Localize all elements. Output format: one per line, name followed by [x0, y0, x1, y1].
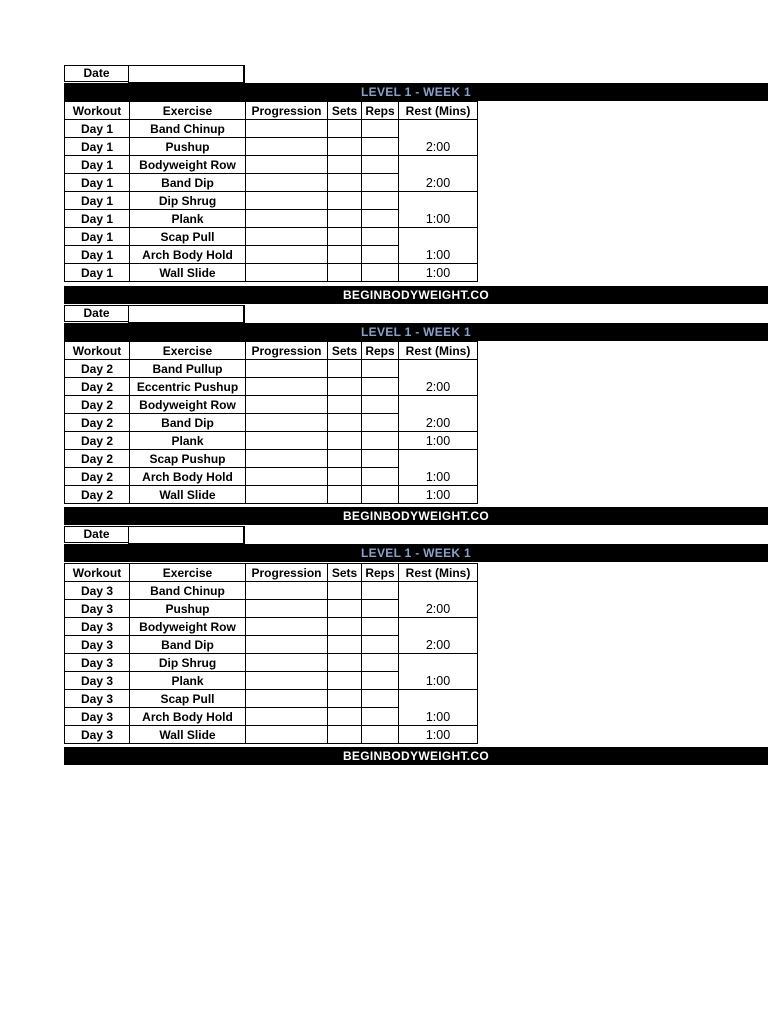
exercise-cell: Bodyweight Row — [130, 156, 246, 174]
reps-cell[interactable] — [362, 636, 399, 654]
workout-cell: Day 2 — [65, 486, 130, 504]
exercise-cell: Bodyweight Row — [130, 396, 246, 414]
table-row — [65, 120, 478, 138]
workout-cell: Day 1 — [65, 246, 130, 264]
reps-cell[interactable] — [362, 690, 399, 708]
exercise-cell: Wall Slide — [130, 726, 246, 744]
sets-cell[interactable] — [328, 654, 362, 672]
rest-cell: 2:00 — [399, 396, 478, 432]
date-label: Date — [64, 65, 129, 82]
date-input-cell[interactable] — [128, 65, 245, 84]
date-input-cell[interactable] — [128, 305, 245, 324]
exercise-cell: Dip Shrug — [130, 654, 246, 672]
reps-cell[interactable] — [362, 210, 399, 228]
exercise-cell: Arch Body Hold — [130, 708, 246, 726]
workout-cell: Day 2 — [65, 378, 130, 396]
progression-cell[interactable] — [246, 654, 328, 672]
table-row — [65, 618, 478, 636]
level-banner — [64, 544, 768, 562]
rest-cell: 1:00 — [399, 690, 478, 726]
progression-cell[interactable] — [246, 120, 328, 138]
exercise-cell: Scap Pull — [130, 228, 246, 246]
exercise-cell: Plank — [130, 672, 246, 690]
reps-cell[interactable] — [362, 414, 399, 432]
level-banner — [64, 83, 768, 101]
reps-cell[interactable] — [362, 600, 399, 618]
sets-cell[interactable] — [328, 396, 362, 414]
rest-cell: 2:00 — [399, 120, 478, 156]
header-rest: Rest (Mins) — [399, 102, 478, 120]
table-row — [65, 228, 478, 246]
reps-cell[interactable] — [362, 486, 399, 504]
sets-cell[interactable] — [328, 414, 362, 432]
progression-cell[interactable] — [246, 486, 328, 504]
progression-cell[interactable] — [246, 450, 328, 468]
workout-cell: Day 1 — [65, 138, 130, 156]
sets-cell[interactable] — [328, 690, 362, 708]
footer-brand: BEGINBODYWEIGHT.CO — [342, 288, 490, 302]
progression-cell[interactable] — [246, 210, 328, 228]
sets-cell[interactable] — [328, 120, 362, 138]
workout-cell: Day 1 — [65, 174, 130, 192]
exercise-cell: Bodyweight Row — [130, 618, 246, 636]
sets-cell[interactable] — [328, 450, 362, 468]
workout-cell: Day 1 — [65, 192, 130, 210]
exercise-cell: Wall Slide — [130, 486, 246, 504]
progression-cell[interactable] — [246, 468, 328, 486]
workout-cell: Day 2 — [65, 450, 130, 468]
sets-cell[interactable] — [328, 192, 362, 210]
reps-cell[interactable] — [362, 378, 399, 396]
sets-cell[interactable] — [328, 360, 362, 378]
progression-cell[interactable] — [246, 360, 328, 378]
sets-cell[interactable] — [328, 156, 362, 174]
reps-cell[interactable] — [362, 708, 399, 726]
workout-cell: Day 3 — [65, 672, 130, 690]
rest-cell: 2:00 — [399, 360, 478, 396]
footer-banner — [64, 507, 768, 525]
workout-cell: Day 2 — [65, 360, 130, 378]
rest-cell: 1:00 — [399, 654, 478, 690]
workout-cell: Day 3 — [65, 636, 130, 654]
exercise-cell: Band Chinup — [130, 120, 246, 138]
workout-cell: Day 3 — [65, 582, 130, 600]
workout-cell: Day 2 — [65, 432, 130, 450]
reps-cell[interactable] — [362, 618, 399, 636]
table-row — [65, 450, 478, 468]
sets-cell[interactable] — [328, 228, 362, 246]
sets-cell[interactable] — [328, 726, 362, 744]
reps-cell[interactable] — [362, 468, 399, 486]
workout-table-day-1 — [64, 101, 478, 282]
progression-cell[interactable] — [246, 396, 328, 414]
workout-cell: Day 2 — [65, 414, 130, 432]
table-row — [65, 690, 478, 708]
progression-cell[interactable] — [246, 156, 328, 174]
table-row — [65, 654, 478, 672]
reps-cell[interactable] — [362, 174, 399, 192]
progression-cell[interactable] — [246, 690, 328, 708]
table-row — [65, 486, 478, 504]
sets-cell[interactable] — [328, 432, 362, 450]
table-row — [65, 360, 478, 378]
workout-cell: Day 3 — [65, 690, 130, 708]
progression-cell[interactable] — [246, 636, 328, 654]
exercise-cell: Arch Body Hold — [130, 246, 246, 264]
reps-cell[interactable] — [362, 228, 399, 246]
progression-cell[interactable] — [246, 618, 328, 636]
header-reps: Reps — [362, 564, 399, 582]
progression-cell[interactable] — [246, 414, 328, 432]
progression-cell[interactable] — [246, 378, 328, 396]
sets-cell[interactable] — [328, 246, 362, 264]
table-header-row — [65, 342, 478, 360]
header-sets: Sets — [328, 342, 362, 360]
header-rest: Rest (Mins) — [399, 564, 478, 582]
level-banner — [64, 323, 768, 341]
workout-cell: Day 1 — [65, 210, 130, 228]
rest-cell: 1:00 — [399, 726, 478, 744]
workout-cell: Day 2 — [65, 396, 130, 414]
progression-cell[interactable] — [246, 726, 328, 744]
rest-cell: 2:00 — [399, 618, 478, 654]
sets-cell[interactable] — [328, 210, 362, 228]
workout-cell: Day 3 — [65, 654, 130, 672]
rest-cell: 1:00 — [399, 264, 478, 282]
progression-cell[interactable] — [246, 174, 328, 192]
sets-cell[interactable] — [328, 486, 362, 504]
workout-cell: Day 1 — [65, 264, 130, 282]
rest-cell: 1:00 — [399, 486, 478, 504]
date-label: Date — [64, 526, 129, 543]
rest-cell: 2:00 — [399, 156, 478, 192]
table-row — [65, 582, 478, 600]
workout-table-day-3 — [64, 563, 478, 744]
header-progression: Progression — [246, 102, 328, 120]
sets-cell[interactable] — [328, 636, 362, 654]
reps-cell[interactable] — [362, 396, 399, 414]
level-title: LEVEL 1 - WEEK 1 — [361, 85, 471, 99]
reps-cell[interactable] — [362, 582, 399, 600]
exercise-cell: Band Pullup — [130, 360, 246, 378]
footer-brand: BEGINBODYWEIGHT.CO — [342, 509, 490, 523]
sets-cell[interactable] — [328, 468, 362, 486]
footer-brand: BEGINBODYWEIGHT.CO — [342, 749, 490, 763]
reps-cell[interactable] — [362, 246, 399, 264]
header-rest: Rest (Mins) — [399, 342, 478, 360]
rest-cell: 1:00 — [399, 228, 478, 264]
sets-cell[interactable] — [328, 708, 362, 726]
exercise-cell: Dip Shrug — [130, 192, 246, 210]
header-exercise: Exercise — [130, 102, 246, 120]
workout-cell: Day 3 — [65, 708, 130, 726]
exercise-cell: Wall Slide — [130, 264, 246, 282]
table-header-row — [65, 102, 478, 120]
date-label: Date — [64, 305, 129, 322]
header-progression: Progression — [246, 342, 328, 360]
reps-cell[interactable] — [362, 654, 399, 672]
progression-cell[interactable] — [246, 228, 328, 246]
footer-banner — [64, 747, 768, 765]
progression-cell[interactable] — [246, 708, 328, 726]
progression-cell[interactable] — [246, 138, 328, 156]
exercise-cell: Band Dip — [130, 414, 246, 432]
level-title: LEVEL 1 - WEEK 1 — [361, 546, 471, 560]
sets-cell[interactable] — [328, 600, 362, 618]
header-workout: Workout — [65, 564, 130, 582]
reps-cell[interactable] — [362, 450, 399, 468]
rest-cell: 1:00 — [399, 192, 478, 228]
table-row — [65, 156, 478, 174]
workout-cell: Day 3 — [65, 618, 130, 636]
reps-cell[interactable] — [362, 726, 399, 744]
reps-cell[interactable] — [362, 120, 399, 138]
table-row — [65, 396, 478, 414]
workout-cell: Day 1 — [65, 228, 130, 246]
header-exercise: Exercise — [130, 342, 246, 360]
reps-cell[interactable] — [362, 192, 399, 210]
table-row — [65, 264, 478, 282]
footer-banner — [64, 286, 768, 304]
workout-cell: Day 2 — [65, 468, 130, 486]
sets-cell[interactable] — [328, 378, 362, 396]
rest-cell: 1:00 — [399, 450, 478, 486]
rest-cell: 2:00 — [399, 582, 478, 618]
workout-table-day-2 — [64, 341, 478, 504]
workout-cell: Day 1 — [65, 120, 130, 138]
header-progression: Progression — [246, 564, 328, 582]
reps-cell[interactable] — [362, 138, 399, 156]
header-sets: Sets — [328, 564, 362, 582]
exercise-cell: Scap Pushup — [130, 450, 246, 468]
exercise-cell: Arch Body Hold — [130, 468, 246, 486]
exercise-cell: Eccentric Pushup — [130, 378, 246, 396]
progression-cell[interactable] — [246, 192, 328, 210]
table-header-row — [65, 564, 478, 582]
exercise-cell: Scap Pull — [130, 690, 246, 708]
exercise-cell: Band Dip — [130, 636, 246, 654]
sets-cell[interactable] — [328, 672, 362, 690]
reps-cell[interactable] — [362, 432, 399, 450]
table-row — [65, 432, 478, 450]
reps-cell[interactable] — [362, 264, 399, 282]
progression-cell[interactable] — [246, 600, 328, 618]
sets-cell[interactable] — [328, 174, 362, 192]
workout-cell: Day 3 — [65, 600, 130, 618]
rest-cell: 1:00 — [399, 432, 478, 450]
exercise-cell: Pushup — [130, 138, 246, 156]
table-row — [65, 726, 478, 744]
exercise-cell: Plank — [130, 432, 246, 450]
exercise-cell: Band Chinup — [130, 582, 246, 600]
exercise-cell: Band Dip — [130, 174, 246, 192]
sets-cell[interactable] — [328, 264, 362, 282]
sets-cell[interactable] — [328, 582, 362, 600]
progression-cell[interactable] — [246, 432, 328, 450]
progression-cell[interactable] — [246, 264, 328, 282]
sets-cell[interactable] — [328, 618, 362, 636]
header-workout: Workout — [65, 102, 130, 120]
reps-cell[interactable] — [362, 360, 399, 378]
exercise-cell: Pushup — [130, 600, 246, 618]
progression-cell[interactable] — [246, 672, 328, 690]
header-workout: Workout — [65, 342, 130, 360]
reps-cell[interactable] — [362, 156, 399, 174]
table-row — [65, 192, 478, 210]
progression-cell[interactable] — [246, 582, 328, 600]
header-reps: Reps — [362, 102, 399, 120]
reps-cell[interactable] — [362, 672, 399, 690]
workout-cell: Day 1 — [65, 156, 130, 174]
header-exercise: Exercise — [130, 564, 246, 582]
header-reps: Reps — [362, 342, 399, 360]
exercise-cell: Plank — [130, 210, 246, 228]
sets-cell[interactable] — [328, 138, 362, 156]
workout-cell: Day 3 — [65, 726, 130, 744]
date-input-cell[interactable] — [128, 526, 245, 545]
progression-cell[interactable] — [246, 246, 328, 264]
header-sets: Sets — [328, 102, 362, 120]
level-title: LEVEL 1 - WEEK 1 — [361, 325, 471, 339]
